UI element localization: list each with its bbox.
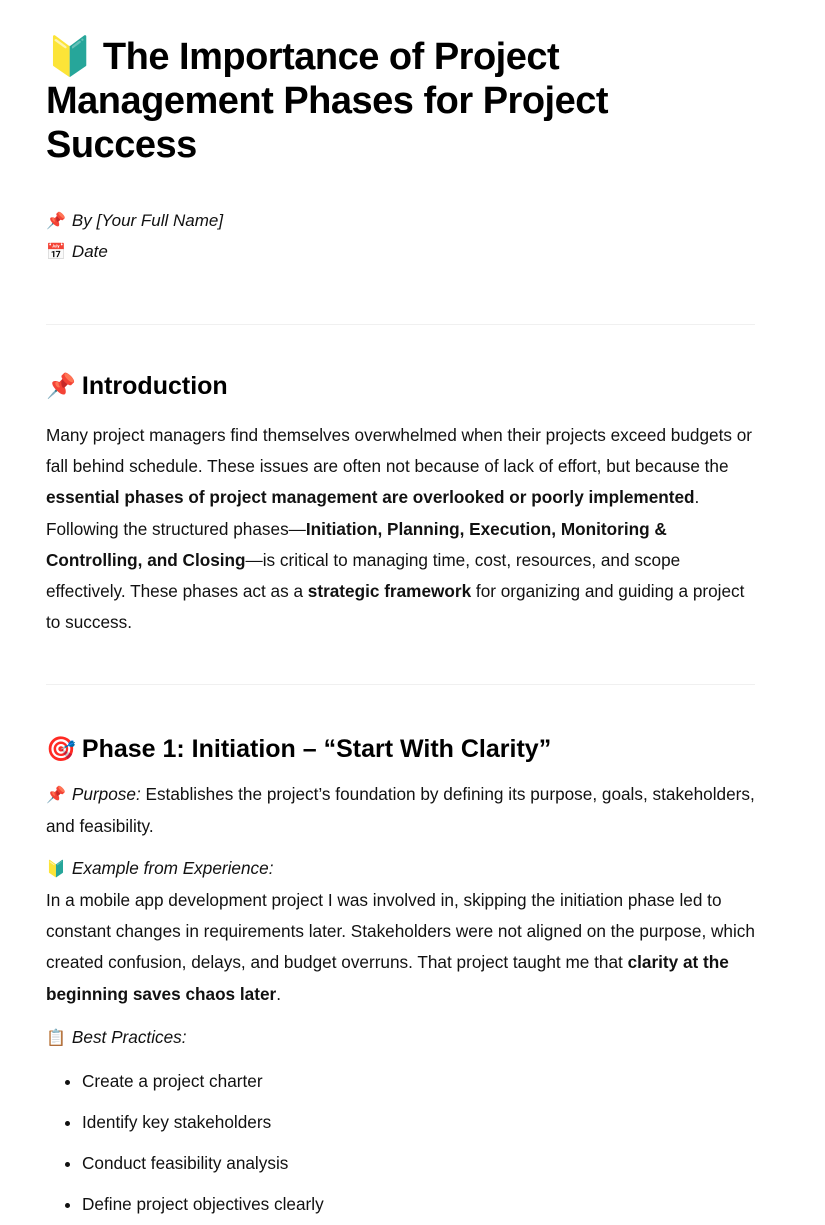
target-icon: 🎯	[46, 735, 76, 764]
intro-bold-1: essential phases of project management are overlooked or poorly implemented	[46, 487, 695, 508]
date-text: Date	[71, 242, 108, 261]
purpose-label: Purpose:	[71, 784, 141, 805]
clipboard-icon: 📋	[46, 1027, 66, 1047]
intro-bold-2: Initiation, Planning, Execution, Monitoring & Controlling, and Closing	[46, 518, 667, 570]
pushpin-icon: 📌	[46, 785, 66, 805]
introduction-heading-text: Introduction	[81, 372, 228, 400]
page-title	[46, 0, 755, 167]
intro-text-3: —is critical to managing time, cost, resources, and scope effectively. These phases act as a	[46, 549, 681, 602]
example-heading	[46, 853, 755, 885]
introduction-paragraph	[46, 420, 755, 638]
best-practices-label: Best Practices:	[71, 1026, 187, 1047]
example-label: Example from Experience:	[71, 858, 274, 879]
page-title-text: The Importance of Project Management Phases for Project Success	[46, 36, 609, 166]
beginner-symbol-icon: 🔰	[46, 34, 93, 78]
list-item: • Identify key stakeholders	[82, 1102, 755, 1143]
purpose-block	[46, 779, 755, 842]
date-line	[46, 236, 755, 267]
intro-text-1: Many project managers find themselves overwhelmed when their projects exceed budgets or fall behind schedule. These issues are often not because of lack of effort, but because the	[46, 425, 753, 477]
list-item: • Create a project charter	[82, 1061, 755, 1102]
byline	[46, 205, 755, 267]
best-practices-list	[46, 1061, 755, 1225]
section-divider	[46, 324, 755, 325]
example-text-2: .	[276, 983, 281, 1004]
calendar-icon: 📅	[46, 242, 66, 261]
intro-text-2: . Following the structured phases—	[46, 487, 700, 539]
phase1-heading-text: Phase 1: Initiation – “Start With Clarity”	[81, 735, 552, 764]
introduction-heading	[46, 370, 755, 402]
intro-text-4: for organizing and guiding a project to success.	[46, 581, 745, 633]
author-line	[46, 205, 755, 236]
list-item: • Define project objectives clearly	[82, 1184, 755, 1225]
purpose-text: Establishes the project’s foundation by defining its purpose, goals, stakeholders, and feasibility.	[46, 784, 755, 836]
section-divider	[46, 684, 755, 685]
phase1-heading	[46, 733, 755, 765]
pushpin-icon: 📌	[46, 211, 66, 230]
list-item: • Conduct feasibility analysis	[82, 1143, 755, 1184]
example-paragraph	[46, 885, 755, 1010]
example-bold: clarity at the beginning saves chaos later	[46, 952, 729, 1004]
example-text-1: In a mobile app development project I was involved in, skipping the initiation phase led to constant changes in requirements later. Stakeholders were not aligned on the purpose, which created confusion, delays, and budget overruns. That project taught me that	[46, 889, 755, 973]
author-text: By [Your Full Name]	[71, 211, 224, 230]
beginner-symbol-icon: 🔰	[46, 859, 66, 879]
intro-bold-3: strategic framework	[307, 581, 472, 602]
pushpin-icon: 📌	[46, 372, 76, 400]
best-practices-heading	[46, 1022, 755, 1054]
